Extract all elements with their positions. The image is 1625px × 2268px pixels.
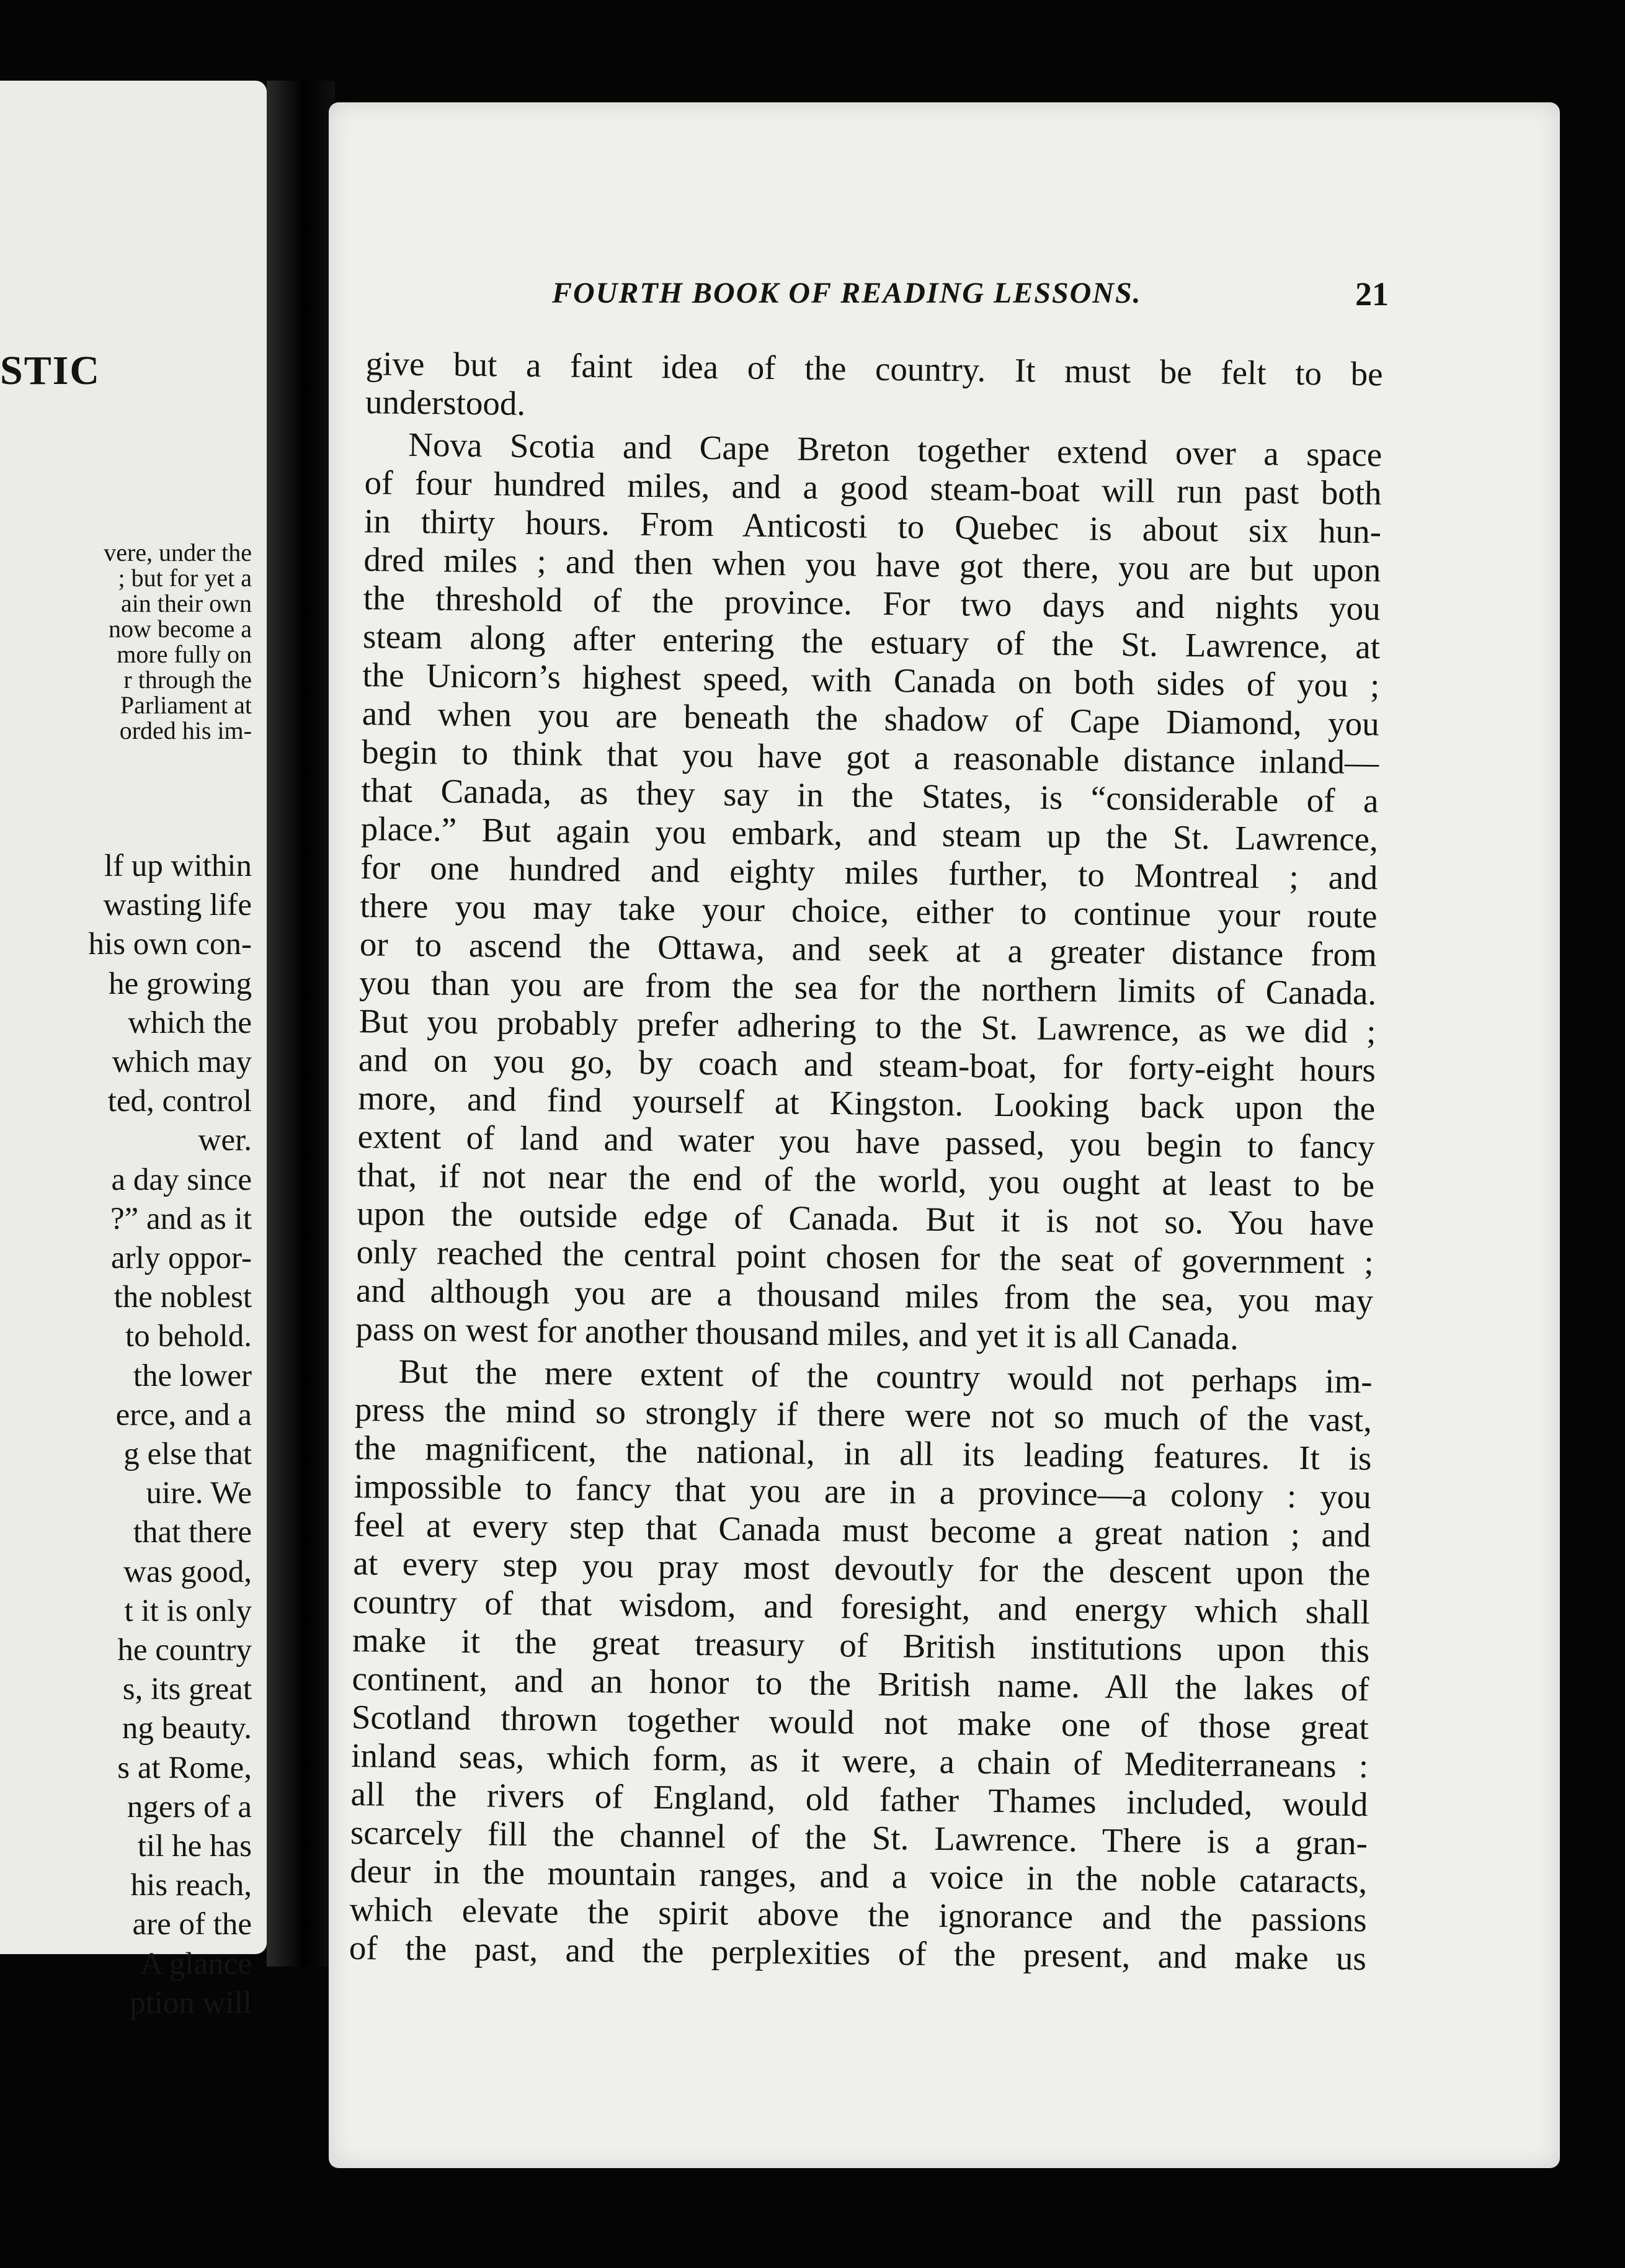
left-page-line: he country (117, 1633, 252, 1668)
text-line: for one hundred and eighty miles further, to Montreal ; and (360, 848, 1378, 897)
text-line: make it the great treasury of British institutions upon this (352, 1621, 1370, 1670)
left-page-line: lf up within (104, 849, 252, 883)
left-page-small-text (104, 540, 252, 743)
left-page-small-line: Parliament at (120, 691, 252, 719)
text-line: impossible to fancy that you are in a province—a colony : you (354, 1467, 1372, 1516)
text-line: only reached the central point chosen for the seat of government ; (356, 1233, 1374, 1282)
left-page-line: are of the (132, 1907, 252, 1942)
text-line: press the mind so strongly if there were not so much of the vast, (354, 1390, 1373, 1439)
left-page-line: ngers of a (127, 1789, 252, 1824)
left-page-line: wasting life (103, 888, 252, 923)
left-page-line: ng beauty. (122, 1711, 252, 1746)
left-page-small-line: vere, under the (104, 538, 252, 566)
left-page-line: his reach, (130, 1868, 252, 1903)
left-page-line: g else that (123, 1437, 252, 1472)
left-page-small-line: orded his im- (119, 717, 252, 744)
left-page-line: ?” and as it (110, 1201, 252, 1236)
text-line: the magnificent, the national, in all its leading features. It is (354, 1429, 1372, 1478)
left-page-line: his own con- (88, 927, 252, 962)
text-line: more, and find yourself at Kingston. Looking back upon the (358, 1079, 1376, 1128)
left-page-line: that there (133, 1515, 252, 1550)
page-body-text (309, 96, 1562, 2175)
left-page-line: which may (112, 1045, 252, 1080)
text-line: deur in the mountain ranges, and a voice in the noble cataracts, (349, 1852, 1368, 1901)
text-line: extent of land and water you have passed, you begin to fancy (357, 1117, 1375, 1166)
page-number: 21 (1355, 275, 1389, 313)
left-page-line: which the (128, 1005, 252, 1040)
left-page-line: uire. We (146, 1476, 252, 1511)
left-page-heading: STIC (0, 348, 101, 393)
text-line: steam along after entering the estuary of the St. Lawrence, at (362, 617, 1381, 666)
text-line: pass on west for another thousand miles, and yet it is all Canada. (355, 1310, 1239, 1357)
text-line: the threshold of the province. For two days and nights you (363, 579, 1381, 628)
text-line: Scotland thrown together would not make one of those great (351, 1698, 1369, 1747)
left-page-small-line: more fully on (117, 640, 252, 668)
text-line: that, if not near the end of the world, you ought at least to be (357, 1156, 1375, 1205)
left-page-small-line: ; but for yet a (118, 564, 252, 592)
left-page-line: erce, and a (115, 1397, 252, 1432)
text-line: inland seas, which form, as it were, a chain of Mediterraneans : (350, 1736, 1369, 1785)
left-page-line: was good, (123, 1554, 252, 1589)
text-line: and although you are a thousand miles from the sea, you may (355, 1271, 1374, 1320)
left-page-line: til he has (137, 1829, 252, 1864)
text-line: place.” But again you embark, and steam up the St. Lawrence, (360, 810, 1379, 859)
text-line: you than you are from the sea for the northern limits of Canada. (358, 963, 1377, 1012)
text-line: continent, and an honor to the British name. All the lakes of (352, 1659, 1369, 1708)
left-page-line: ted, control (107, 1084, 252, 1119)
text-line: of the past, and the perplexities of the present, and make us (349, 1929, 1367, 1978)
left-page-body-text (89, 847, 252, 2023)
left-page-line: to behold. (125, 1319, 252, 1354)
text-line: and when you are beneath the shadow of Cape Diamond, you (362, 694, 1380, 743)
left-page-small-line: ain their own (120, 589, 252, 617)
left-page-line: the lower (133, 1358, 252, 1393)
text-line: of four hundred miles, and a good steam-boat will run past both (364, 463, 1382, 512)
text-line: at every step you pray most devoutly for the descent upon the (353, 1544, 1371, 1593)
text-line: understood. (365, 383, 526, 422)
left-page-line: a day since (111, 1162, 252, 1197)
text-line: upon the outside edge of Canada. But it is not so. You have (357, 1194, 1374, 1243)
left-page-small-line: now become a (108, 615, 252, 643)
text-line: which elevate the spirit above the ignorance and the passions (349, 1890, 1367, 1939)
left-page-line: arly oppor- (111, 1241, 252, 1276)
text-line: dred miles ; and then when you have got there, you are but upon (363, 540, 1381, 589)
left-page-line: he growing (109, 966, 252, 1001)
right-page (329, 102, 1560, 2168)
text-line: begin to think that you have got a reasonable distance inland— (361, 733, 1379, 782)
left-page-line: s, its great (122, 1672, 252, 1707)
text-line: the Unicorn’s highest speed, with Canada on both sides of you ; (362, 656, 1380, 705)
text-line: all the rivers of England, old father Thames included, would (350, 1775, 1368, 1824)
text-line: and on you go, by coach and steam-boat, for forty-eight hours (358, 1040, 1376, 1089)
text-line: that Canada, as they say in the States, is “considerable of a (361, 771, 1379, 820)
text-line: country of that wisdom, and foresight, and energy which shall (352, 1583, 1371, 1632)
left-page-line: s at Rome, (117, 1750, 252, 1785)
text-line: give but a faint idea of the country. It must be felt to be (365, 344, 1383, 393)
running-head: FOURTH BOOK OF READING LESSONS. (552, 277, 1142, 310)
left-page-line: t it is only (124, 1593, 252, 1628)
left-page-line: A glance (140, 1946, 252, 1981)
left-page-line: wer. (198, 1123, 252, 1158)
text-line: or to ascend the Ottawa, and seek at a greater distance from (359, 925, 1378, 974)
text-line: Nova Scotia and Cape Breton together extend over a space (408, 425, 1382, 474)
text-line: in thirty hours. From Anticosti to Quebec is about six hun- (363, 502, 1382, 551)
left-page-line: the noblest (114, 1280, 252, 1315)
text-line: feel at every step that Canada must become a great nation ; and (353, 1506, 1371, 1555)
text-line: But you probably prefer adhering to the St. Lawrence, as we did ; (358, 1002, 1376, 1051)
text-line: there you may take your choice, either to continue your route (360, 886, 1378, 935)
text-line: scarcely fill the channel of the St. Lawrence. There is a gran- (350, 1813, 1368, 1862)
left-facing-page (0, 81, 267, 2020)
left-page-small-line: r through the (123, 666, 252, 694)
left-page-line: ption will (130, 1985, 252, 2020)
text-line: But the mere extent of the country would not perhaps im- (398, 1352, 1373, 1401)
